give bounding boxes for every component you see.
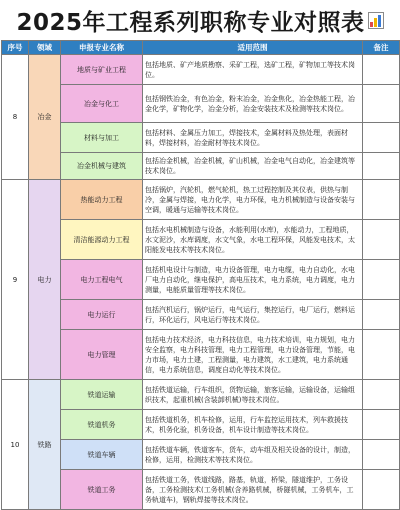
table-header-row (2, 41, 400, 55)
row-scope: 包括铁道工务，铁道线路，路基，轨道，桥梁，隧道维护，工务设备，工务检测技术(工务机械(含养路机械，桥隧机械，工务机车，工务轨道车)，钢轨焊接等技术岗位。 (143, 470, 363, 510)
row-remark (363, 55, 400, 85)
row-field: 冶金 (29, 55, 61, 180)
row-scope: 包括汽机运行，锅炉运行，电气运行，集控运行，电厂运行，燃料运行，环化运行，风电运行等技术岗位。 (143, 300, 363, 330)
row-scope: 包括材料、金属压力加工，焊接技术，金属材料及热处理，表面材料，焊接材料，冶金耐材等技术岗位。 (143, 123, 363, 153)
header-field: 领域 (29, 41, 61, 55)
row-major: 冶金与化工 (61, 85, 143, 123)
row-seq: 9 (2, 180, 29, 380)
row-remark (363, 260, 400, 300)
row-major: 材料与加工 (61, 123, 143, 153)
row-seq: 10 (2, 380, 29, 510)
header-seq: 序号 (2, 41, 29, 55)
table-row (2, 220, 400, 260)
row-remark (363, 153, 400, 180)
table-row (2, 180, 400, 220)
row-seq: 8 (2, 55, 29, 180)
table-row (2, 55, 400, 85)
comparison-table (1, 40, 400, 510)
table-row (2, 123, 400, 153)
table-row (2, 85, 400, 123)
header-remark: 备注 (363, 41, 400, 55)
page-title-text: 2025年工程系列职称专业对照表 (16, 9, 365, 36)
row-remark (363, 123, 400, 153)
row-remark (363, 300, 400, 330)
row-scope: 包括钢铁冶金，有色冶金，粉末冶金，冶金焦化，冶金热能工程，冶金化学，矿物化学，冶金分析，冶金安装技术及检测等技术岗位。 (143, 85, 363, 123)
row-remark (363, 440, 400, 470)
table-row (2, 153, 400, 180)
row-major: 热能动力工程 (61, 180, 143, 220)
row-major: 铁道运输 (61, 380, 143, 410)
row-scope: 包括锅炉，汽轮机，燃气轮机，热工过程控制及其仪表，供热与制冷，金属与焊接，电力化学，电力环保，电力机械制造与设备安装与空调，暖通与运输等技术岗位。 (143, 180, 363, 220)
bar-chart-icon (368, 12, 384, 29)
row-major: 铁道车辆 (61, 440, 143, 470)
table-row (2, 300, 400, 330)
row-major: 清洁能源动力工程 (61, 220, 143, 260)
row-major: 铁道机务 (61, 410, 143, 440)
table-row (2, 470, 400, 510)
row-remark (363, 330, 400, 380)
row-scope: 包括冶金机械，冶金机械，矿山机械，冶金电气自动化，冶金建筑等技术岗位。 (143, 153, 363, 180)
row-major: 电力工程电气 (61, 260, 143, 300)
table-row (2, 260, 400, 300)
row-scope: 包括铁道运输，行车组织，货物运输，旅客运输，运输设备，运输组织技术，起重机械(含装卸机械)等技术岗位。 (143, 380, 363, 410)
row-remark (363, 180, 400, 220)
row-major: 冶金机械与建筑 (61, 153, 143, 180)
row-field: 电力 (29, 180, 61, 380)
row-major: 电力管理 (61, 330, 143, 380)
row-major: 铁道工务 (61, 470, 143, 510)
row-major: 电力运行 (61, 300, 143, 330)
row-scope: 包括铁道车辆，铁道客车，货车，动车组及相关设备的设计，制造，检修，运用，检测技术等技术岗位。 (143, 440, 363, 470)
row-scope: 包括铁道机务，机车检修，运用，行车监控运用技术，列车救援技术，机务化验，机务设备，机车设计制造等技术岗位。 (143, 410, 363, 440)
comparison-table-wrap (1, 40, 399, 510)
row-remark (363, 410, 400, 440)
row-scope: 包括电力技术经济，电力科技信息，电力技术培训，电力规划，电力安全监察，电力科技管理，电力工程管理，电力设备管理，节能，电力市场，电力土建，工程测量，电力建筑，水工建筑，电力系统通信，电力系统信息，调度自动化等技术岗位。 (143, 330, 363, 380)
table-row (2, 440, 400, 470)
row-major: 地质与矿业工程 (61, 55, 143, 85)
row-scope: 包括水电机械制造与设备，水能利用(水库)，水能动力，工程地质，水文泥沙，水库调度，水文气象，水电工程环保，风能发电技术，太阳能发电技术等技术岗位。 (143, 220, 363, 260)
header-major: 申报专业名称 (61, 41, 143, 55)
row-remark (363, 470, 400, 510)
row-scope: 包括地质、矿产地质勘察、采矿工程，选矿工程，矿物加工等技术岗位。 (143, 55, 363, 85)
row-remark (363, 220, 400, 260)
header-scope: 适用范围 (143, 41, 363, 55)
row-field: 铁路 (29, 380, 61, 510)
table-row (2, 410, 400, 440)
row-remark (363, 85, 400, 123)
table-row (2, 380, 400, 410)
row-scope: 包括机电设计与制造，电力设备管理，电力电缆，电力自动化，水电厂电力自动化，继电保护，高电压技术，电力系统，电力调度，电力测量，电能质量管理等技术岗位。 (143, 260, 363, 300)
table-row (2, 330, 400, 380)
page-title (0, 0, 400, 40)
row-remark (363, 380, 400, 410)
